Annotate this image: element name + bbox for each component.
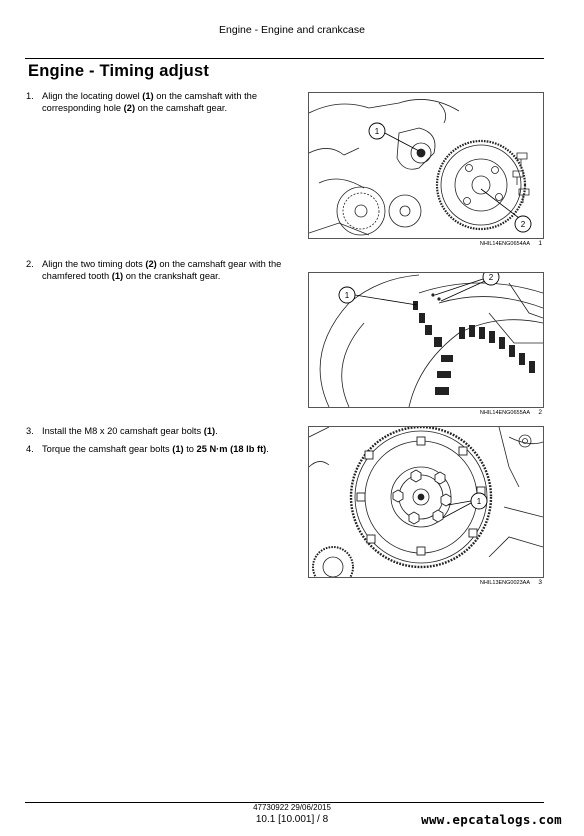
section-title: Engine - Timing adjust <box>28 62 210 80</box>
figure-code: NHIL13ENG0023AA <box>479 580 530 586</box>
step-text: Align the locating dowel (1) on the camshaft with the corresponding hole (2) on the camshaft gear. <box>42 91 257 113</box>
footer-doc-ref: 47730922 29/06/2015 <box>253 803 331 812</box>
step-4 <box>26 443 292 455</box>
step-1 <box>26 90 292 114</box>
figure-3 <box>308 426 544 578</box>
page-header: Engine - Engine and crankcase <box>219 24 365 36</box>
callout-1: 1 <box>344 291 350 300</box>
step-number: 2. <box>26 259 34 269</box>
callout-1: 1 <box>374 127 380 136</box>
footer-page-ref: 10.1 [10.001] / 8 <box>255 814 329 825</box>
figure-code: NHIL14ENG0655AA <box>479 410 530 416</box>
watermark-text: www.epcatalogs.com <box>421 812 562 827</box>
step-number: 1. <box>26 91 34 101</box>
step-number: 4. <box>26 444 34 454</box>
figure-number: 3 <box>538 579 542 586</box>
timing-dots-illustration <box>309 273 543 407</box>
camshaft-dowel-illustration <box>309 93 543 238</box>
callout-2: 2 <box>520 220 526 229</box>
title-divider <box>25 58 544 59</box>
callout-1: 1 <box>476 497 482 506</box>
step-text: Install the M8 x 20 camshaft gear bolts (1). <box>42 426 218 436</box>
callout-2: 2 <box>488 273 494 282</box>
figure-2 <box>308 272 544 408</box>
figure-1 <box>308 92 544 239</box>
figure-number: 2 <box>538 409 542 416</box>
step-text: Align the two timing dots (2) on the camshaft gear with the chamfered tooth (1) on the crankshaft gear. <box>42 259 282 281</box>
step-2 <box>26 258 292 282</box>
step-number: 3. <box>26 426 34 436</box>
figure-number: 1 <box>538 240 542 247</box>
camshaft-bolts-illustration <box>309 427 543 577</box>
step-text: Torque the camshaft gear bolts (1) to 25 N·m (18 lb ft). <box>42 444 269 454</box>
figure-code: NHIL14ENG0654AA <box>479 241 530 247</box>
step-3 <box>26 425 292 437</box>
